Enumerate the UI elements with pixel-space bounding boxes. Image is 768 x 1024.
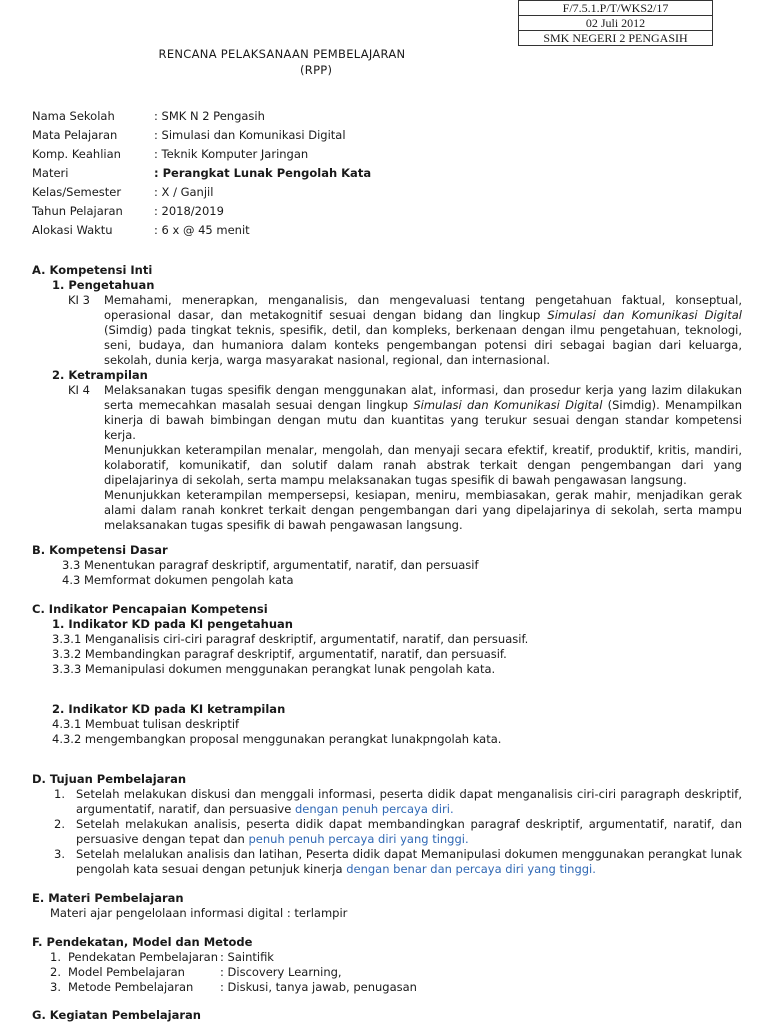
section-b-heading: B. Kompetensi Dasar	[32, 543, 168, 557]
title-line-2: (RPP)	[300, 63, 333, 77]
indikator-pengetahuan-heading: 1. Indikator KD pada KI pengetahuan	[52, 617, 293, 631]
section-kompetensi-dasar	[32, 543, 742, 588]
indikator-item: 4.3.2 mengembangkan proposal menggunakan perangkat lunakpngolah kata.	[52, 732, 502, 746]
section-pendekatan	[32, 935, 742, 995]
pendekatan-item: 2. Model Pembelajaran : Discovery Learning,	[50, 965, 342, 979]
section-kompetensi-inti	[32, 263, 742, 533]
section-g-heading: G. Kegiatan Pembelajaran	[32, 1008, 201, 1022]
section-f-heading: F. Pendekatan, Model dan Metode	[32, 935, 253, 949]
pendekatan-item: 3. Metode Pembelajaran : Diskusi, tanya jawab, penugasan	[50, 980, 417, 994]
section-materi	[32, 891, 742, 921]
section-indikator	[32, 602, 742, 747]
tujuan-item: 3. Setelah melalukan analisis dan latihan, Peserta didik dapat Memanipulasi dokumen menggunakan perangkat lunak pengolah kata sesuai dengan petunjuk kinerja dengan benar dan percaya diri yang tinggi.	[54, 847, 742, 876]
tujuan-item: 1. Setelah melakukan diskusi dan menggali informasi, peserta didik dapat menganalisis ciri-ciri paragraph deskriptif, argumentatif, naratif, dan persuasive dengan penuh percaya diri.	[54, 787, 742, 816]
section-d-heading: D. Tujuan Pembelajaran	[32, 772, 187, 786]
ki4-paragraph-2: Menunjukkan keterampilan menalar, mengolah, dan menyaji secara efektif, kreatif, produktif, kritis, mandiri, kolaboratif, komunikatif, dan solutif dalam ranah abstrak terkait dengan pengembangan dari yang dipelajarinya di sekolah, serta mampu melaksanakan tugas spesifik di bawah pengawasan langsung.	[104, 443, 742, 487]
indikator-item: 3.3.1 Menganalisis ciri-ciri paragraf deskriptif, argumentatif, naratif, dan persuasif.	[52, 632, 529, 646]
ki3-label: KI 3	[68, 293, 90, 307]
school-name-box: SMK NEGERI 2 PENGASIH	[519, 31, 713, 46]
ki3-paragraph: KI 3 Memahami, menerapkan, menganalisis, dan mengevaluasi tentang pengetahuan faktual, konseptual, operasional dasar, dan metakognitif sesuai dengan bidang dan lingkup Simulasi dan Komunikasi Digital (Simdig) pada tingkat teknis, spesifik, detil, dan kompleks, berkenaan dengan ilmu pengetahuan, teknologi, seni, budaya, dan humaniora dalam konteks pengembangan potensi diri sebagai bagian dari keluarga, sekolah, dunia kerja, warga masyarakat nasional, regional, dan internasional.	[68, 293, 742, 367]
document-title	[132, 46, 432, 78]
document-date: 02 Juli 2012	[519, 16, 713, 31]
title-line-1: RENCANA PELAKSANAAN PEMBELAJARAN	[158, 47, 406, 61]
indikator-item: 4.3.1 Membuat tulisan deskriptif	[52, 717, 240, 731]
tujuan-item: 2. Setelah melakukan analisis, peserta didik dapat membandingkan paragraf deskriptif, argumentatif, naratif, dan persuasive dengan tepat dan penuh penuh percaya diri yang tinggi.	[54, 817, 742, 846]
section-e-heading: E. Materi Pembelajaran	[32, 891, 184, 905]
ki4-label: KI 4	[68, 383, 90, 397]
pendekatan-item: 1. Pendekatan Pembelajaran : Saintifik	[50, 950, 274, 964]
section-a-heading: A. Kompetensi Inti	[32, 263, 153, 277]
indikator-item: 3.3.3 Memanipulasi dokumen menggunakan perangkat lunak pengolah kata.	[52, 662, 496, 676]
document-code-box	[518, 0, 713, 46]
section-kegiatan	[32, 1008, 742, 1023]
section-c-heading: C. Indikator Pencapaian Kompetensi	[32, 602, 268, 616]
ketrampilan-heading: 2. Ketrampilan	[52, 368, 148, 382]
indikator-ketrampilan-heading: 2. Indikator KD pada KI ketrampilan	[52, 702, 286, 716]
materi-text: Materi ajar pengelolaan informasi digital : terlampir	[50, 906, 348, 920]
pengetahuan-heading: 1. Pengetahuan	[52, 278, 155, 292]
form-number: F/7.5.1.P/T/WKS2/17	[519, 1, 713, 16]
kd-item: 4.3 Memformat dokumen pengolah kata	[62, 573, 294, 587]
kd-item: 3.3 Menentukan paragraf deskriptif, argumentatif, naratif, dan persuasif	[62, 558, 479, 572]
ki4-paragraph-3: Menunjukkan keterampilan mempersepsi, kesiapan, meniru, membiasakan, gerak mahir, menjadikan gerak alami dalam ranah konkret terkait dengan pengembangan dari yang dipelajarinya di sekolah, serta mampu melaksanakan tugas spesifik di bawah pengawasan langsung.	[104, 488, 742, 532]
indikator-item: 3.3.2 Membandingkan paragraf deskriptif, argumentatif, naratif, dan persuasif.	[52, 647, 507, 661]
section-tujuan	[32, 772, 742, 877]
ki4-paragraph: KI 4 Melaksanakan tugas spesifik dengan menggunakan alat, informasi, dan prosedur kerja yang lazim dilakukan serta memecahkan masalah sesuai dengan lingkup Simulasi dan Komunikasi Digital (Simdig). Menampilkan kinerja di bawah bimbingan dengan mutu dan kuantitas yang terukur sesuai dengan standar kompetensi kerja.	[68, 383, 743, 442]
